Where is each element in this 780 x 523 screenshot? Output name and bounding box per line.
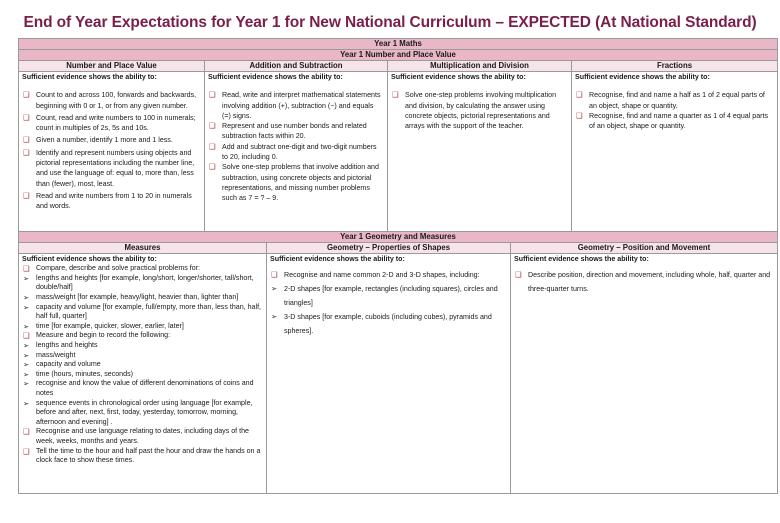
list-addition-subtraction	[208, 90, 384, 203]
evidence-label: Sufficient evidence shows the ability to:	[575, 73, 710, 81]
heading-multiplication-division: Multiplication and Division	[388, 61, 572, 72]
list-item	[22, 264, 263, 274]
checkbox-bullet-icon: ❑	[209, 121, 216, 131]
list-item-text: Given a number, identify 1 more and 1 less.	[36, 136, 173, 145]
cell-number-place-value	[19, 72, 205, 232]
heading-position-movement: Geometry – Position and Movement	[511, 243, 778, 254]
list-item	[391, 90, 568, 131]
evidence-label: Sufficient evidence shows the ability to:	[514, 255, 649, 263]
list-item-text: Add and subtract one-digit and two-digit numbers to 20, including 0.	[222, 142, 377, 162]
evidence-label: Sufficient evidence shows the ability to:	[22, 73, 157, 81]
arrow-bullet-icon: ➢	[23, 360, 30, 370]
heading-addition-subtraction: Addition and Subtraction	[205, 61, 388, 72]
list-item-text: Count to and across 100, forwards and backwards, beginning with 0 or 1, or from any given number.	[36, 91, 197, 110]
list-item-text: 2-D shapes [for example, rectangles (including squares), circles and triangles]	[284, 285, 498, 308]
list-item	[22, 331, 263, 341]
list-item	[22, 447, 263, 466]
cell-fractions	[572, 72, 778, 232]
checkbox-bullet-icon: ❑	[392, 90, 399, 100]
list-item	[270, 268, 507, 282]
list-item-text: Count, read and write numbers to 100 in numerals; count in multiples of 2s, 5s and 10s.	[36, 113, 196, 133]
checkbox-bullet-icon: ❑	[209, 162, 216, 172]
list-item-text: capacity and volume	[36, 360, 101, 369]
list-item-text: Recognise and use language relating to dates, including days of the week, weeks, months and years.	[36, 427, 249, 445]
list-item-text: time (hours, minutes, seconds)	[36, 369, 133, 378]
evidence-label: Sufficient evidence shows the ability to:	[22, 255, 157, 263]
list-measures	[22, 264, 263, 465]
expectations-sheet	[18, 38, 777, 494]
page-title: End of Year Expectations for Year 1 for New National Curriculum – EXPECTED (At National Standard)	[23, 14, 757, 31]
list-properties-of-shapes	[270, 268, 507, 338]
list-item	[22, 351, 263, 361]
list-multiplication-division	[391, 90, 568, 131]
list-item	[270, 282, 507, 310]
list-item	[208, 162, 384, 203]
cell-position-movement	[511, 254, 778, 494]
arrow-bullet-icon: ➢	[23, 369, 30, 379]
list-item	[22, 113, 201, 134]
checkbox-bullet-icon: ❑	[23, 264, 30, 274]
list-position-movement	[514, 268, 774, 296]
arrow-bullet-icon: ➢	[23, 398, 30, 408]
list-item	[208, 90, 384, 121]
list-item	[22, 148, 201, 189]
checkbox-bullet-icon: ❑	[23, 427, 30, 437]
arrow-bullet-icon: ➢	[271, 312, 278, 322]
checkbox-bullet-icon: ❑	[576, 90, 583, 100]
checkbox-bullet-icon: ❑	[23, 90, 30, 100]
list-item-text: Compare, describe and solve practical problems for:	[36, 264, 201, 273]
arrow-bullet-icon: ➢	[23, 321, 30, 331]
list-item	[22, 293, 263, 303]
list-item	[575, 90, 774, 111]
list-item-text: Read, write and interpret mathematical statements involving addition (+), subtraction (−) and equals (=) signs.	[222, 91, 381, 120]
list-item-text: mass/weight	[36, 350, 76, 359]
cell-properties-of-shapes	[267, 254, 511, 494]
list-item-text: Identify and represent numbers using objects and pictorial representations including the number line, and use the language of: equal to, more than, less than (fewer), most, least.	[36, 148, 195, 188]
checkbox-bullet-icon: ❑	[23, 446, 30, 456]
list-item	[270, 310, 507, 338]
list-item	[22, 322, 263, 332]
list-item	[22, 90, 201, 111]
cell-addition-subtraction	[205, 72, 388, 232]
list-item	[22, 427, 263, 446]
evidence-label: Sufficient evidence shows the ability to:	[270, 255, 405, 263]
checkbox-bullet-icon: ❑	[209, 90, 216, 100]
checkbox-bullet-icon: ❑	[23, 190, 30, 200]
arrow-bullet-icon: ➢	[23, 293, 30, 303]
arrow-bullet-icon: ➢	[23, 379, 30, 389]
list-item-text: Tell the time to the hour and half past the hour and draw the hands on a clock face to show these times.	[36, 446, 261, 465]
list-item-text: Recognise, find and name a quarter as 1 of 4 equal parts of an object, shape or quantity.	[589, 111, 769, 131]
checkbox-bullet-icon: ❑	[23, 331, 30, 341]
list-item	[22, 341, 263, 351]
list-item	[22, 135, 201, 145]
checkbox-bullet-icon: ❑	[271, 270, 278, 280]
checkbox-bullet-icon: ❑	[515, 270, 522, 280]
evidence-label: Sufficient evidence shows the ability to:	[391, 73, 526, 81]
number-table	[18, 38, 778, 232]
list-item	[22, 360, 263, 370]
list-item	[22, 370, 263, 380]
heading-fractions: Fractions	[572, 61, 778, 72]
list-fractions	[575, 90, 774, 131]
list-item-text: lengths and heights [for example, long/short, longer/shorter, tall/short, double/half]	[36, 273, 254, 292]
list-item-text: Recognise and name common 2-D and 3-D shapes, including:	[284, 271, 480, 280]
list-item-text: Recognise, find and name a half as 1 of 2 equal parts of an object, shape or quantity.	[589, 91, 765, 110]
arrow-bullet-icon: ➢	[23, 350, 30, 360]
list-item	[208, 142, 384, 163]
list-item-text: lengths and heights	[36, 341, 98, 350]
checkbox-bullet-icon: ❑	[576, 110, 583, 120]
arrow-bullet-icon: ➢	[23, 302, 30, 312]
section-number: Year 1 Number and Place Value	[19, 50, 778, 61]
arrow-bullet-icon: ➢	[23, 273, 30, 283]
list-item-text: Solve one-step problems that involve addition and subtraction, using concrete objects and pictorial representations, and missing number problems such as 7 = ? – 9.	[222, 163, 379, 203]
list-item	[22, 399, 263, 428]
checkbox-bullet-icon: ❑	[23, 112, 30, 122]
checkbox-bullet-icon: ❑	[209, 141, 216, 151]
list-number-place-value	[22, 90, 201, 211]
list-item-text: 3-D shapes [for example, cuboids (including cubes), pyramids and spheres].	[284, 313, 492, 336]
list-item	[22, 303, 263, 322]
list-item	[514, 268, 774, 296]
list-item-text: mass/weight [for example, heavy/light, heavier than, lighter than]	[36, 293, 239, 302]
list-item-text: time [for example, quicker, slower, earlier, later]	[36, 321, 184, 330]
list-item-text: Represent and use number bonds and related subtraction facts within 20.	[222, 122, 367, 141]
cell-multiplication-division	[388, 72, 572, 232]
list-item	[22, 191, 201, 212]
list-item-text: recognise and know the value of different denominations of coins and notes	[36, 379, 254, 398]
list-item-text: Solve one-step problems involving multiplication and division, by calculating the answer using concrete objects, pictorial representations and arrays with the support of the teacher.	[405, 91, 557, 131]
list-item-text: sequence events in chronological order using language [for example, before and after, next, first, today, yesterday, tomorrow, morning, afternoon and evening] .	[36, 398, 253, 426]
list-item-text: capacity and volume [for example, full/empty, more than, less than, half, half full, quarter]	[36, 302, 262, 321]
arrow-bullet-icon: ➢	[23, 341, 30, 351]
list-item-text: Read and write numbers from 1 to 20 in numerals and words.	[36, 191, 192, 211]
checkbox-bullet-icon: ❑	[23, 135, 30, 145]
list-item-text: Measure and begin to record the following:	[36, 331, 171, 340]
section-geometry: Year 1 Geometry and Measures	[19, 232, 778, 243]
cell-measures	[19, 254, 267, 494]
evidence-label: Sufficient evidence shows the ability to:	[208, 73, 343, 81]
section-maths: Year 1 Maths	[19, 39, 778, 50]
arrow-bullet-icon: ➢	[271, 284, 278, 294]
geometry-table	[18, 231, 778, 494]
checkbox-bullet-icon: ❑	[23, 147, 30, 157]
list-item	[208, 121, 384, 142]
heading-measures: Measures	[19, 243, 267, 254]
list-item	[22, 379, 263, 398]
heading-properties-of-shapes: Geometry – Properties of Shapes	[267, 243, 511, 254]
list-item	[575, 111, 774, 132]
list-item-text: Describe position, direction and movement, including whole, half, quarter and three-quarter turns.	[528, 271, 771, 294]
list-item	[22, 274, 263, 293]
heading-number-place-value: Number and Place Value	[19, 61, 205, 72]
